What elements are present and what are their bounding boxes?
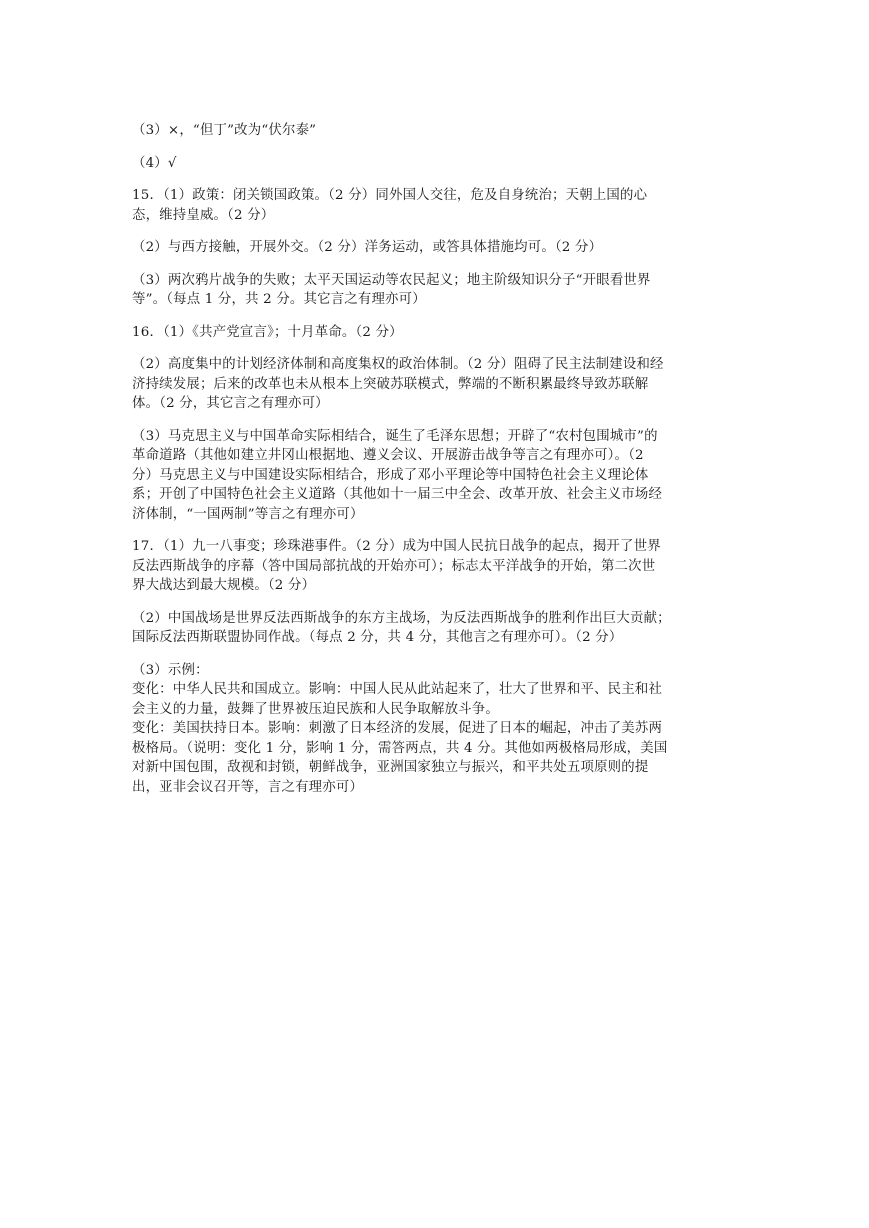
text-line: （2）与西方接触，开展外交。（2 分）洋务运动，或答具体措施均可。（2 分） (132, 240, 603, 255)
text-line: 15．（1）政策：闭关锁国政策。（2 分）同外国人交往，危及自身统治；天朝上国的心 (132, 188, 648, 203)
text-line: 态，维持皇威。（2 分） (132, 207, 275, 223)
text-line: 分）马克思主义与中国建设实际相结合，形成了邓小平理论等中国特色社会主义理论体 (132, 467, 649, 483)
answer-15-1 (132, 186, 742, 225)
answer-15-3 (132, 271, 742, 310)
answer-16-2 (132, 355, 742, 414)
text-line: 16．（1）《共产党宣言》；十月革命。（2 分） (132, 324, 403, 340)
text-line: （3）×，“但丁”改为“伏尔泰” (132, 123, 317, 138)
text-line: 国际反法西斯联盟协同作战。（每点 2 分，共 4 分，其他言之有理亦可）。（2 分） (132, 630, 623, 645)
answer-17-3 (132, 661, 742, 798)
text-line: （3）两次鸦片战争的失败；太平天国运动等农民起义；地主阶级知识分子“开眼看世界 (132, 272, 651, 288)
answer-16-1 (132, 323, 742, 343)
text-line: 极格局。（说明：变化 1 分，影响 1 分，需答两点，共 4 分。其他如两极格局形成，美国 (132, 740, 668, 756)
text-line: 济体制，“一国两制”等言之有理亦可） (132, 506, 364, 522)
answer-17-1 (132, 537, 742, 596)
text-line: （4）√ (132, 155, 177, 171)
answer-16-3 (132, 427, 742, 525)
answer-15-2 (132, 238, 742, 258)
text-line: 等”。（每点 1 分，共 2 分。其它言之有理亦可） (132, 292, 426, 307)
text-line: 对新中国包围，敌视和封锁，朝鲜战争，亚洲国家独立与振兴，和平共处五项原则的提 (132, 760, 649, 775)
text-line: 系；开创了中国特色社会主义道路（其他如十一届三中全会、改革开放、社会主义市场经 (132, 487, 663, 502)
text-line: 界大战达到最大规模。（2 分） (132, 578, 316, 593)
text-line: 出，亚非会议召开等，言之有理亦可） (132, 779, 364, 795)
text-line: 17．（1）九一八事变；珍珠港事件。（2 分）成为中国人民抗日战争的起点，揭开了世界 (132, 539, 661, 554)
text-line: （2）中国战场是世界反法西斯战争的东方主战场，为反法西斯战争的胜利作出巨大贡献； (132, 610, 671, 626)
text-line: （3）马克思主义与中国革命实际相结合，诞生了毛泽东思想；开辟了“农村包围城市”的 (132, 428, 658, 444)
text-line: （3）示例： (132, 662, 209, 678)
answer-17-2 (132, 609, 742, 648)
text-line: 会主义的力量，鼓舞了世界被压迫民族和人民争取解放斗争。 (132, 701, 499, 717)
answer-14-4 (132, 154, 742, 174)
text-line: 反法西斯战争的序幕（答中国局部抗战的开始亦可）；标志太平洋战争的开始，第二次世 (132, 558, 656, 574)
answer-document (132, 121, 742, 797)
text-line: 济持续发展；后来的改革也未从根本上突破苏联模式，弊端的不断积累最终导致苏联解 (132, 376, 649, 392)
text-line: 革命道路（其他如建立井冈山根据地、遵义会议、开展游击战争等言之有理亦可）。（2 (132, 448, 644, 463)
text-line: （2）高度集中的计划经济体制和高度集权的政治体制。（2 分）阻碍了民主法制建设和经 (132, 357, 664, 372)
answer-14-3 (132, 121, 742, 141)
text-line: 变化：中华人民共和国成立。影响：中国人民从此站起来了，壮大了世界和平、民主和社 (132, 682, 663, 697)
text-line: 体。（2 分，其它言之有理亦可） (132, 396, 329, 411)
text-line: 变化：美国扶持日本。影响：刺激了日本经济的发展，促进了日本的崛起，冲击了美苏两 (132, 721, 663, 736)
